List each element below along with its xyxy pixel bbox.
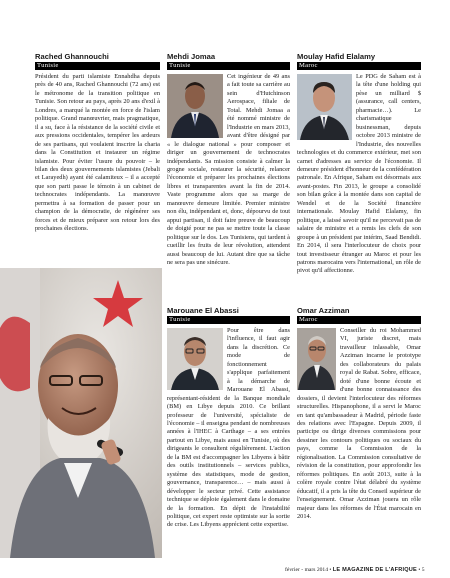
article-elalamy [297,52,421,276]
issue-date: février - mars 2014 • [285,567,332,573]
article-text: Président du parti islamiste Ennahdha depuis près de 40 ans, Rached Ghannouchi (72 ans) est le métronome de la transition politique en Tunisie. Son retour au pays, après 20 ans d'exil à Londres, a marqué la montée en force de l'islam politique. Grand manœuvrier, mais pragmatique, il a su, face à la résistance de la société civile et aux pressions occidentales, tempérer les ardeurs de ses partisans, qui voulaient inscrire la charia dans la Constitution et instaurer un régime islamiste. Pour éviter l'usure du pouvoir – le bilan des deux gouvernements islamistes (Jebali et Larayedh) ayant été calamiteux – il a accepté que son parti passe le témoin à un cabinet de technocrates indépendants. La manœuvre permettra à sa formation de passer pour un champion de la démocratie, de régénérer ses forces et de mieux préparer son retour lors des prochaines élections. [35,73,160,233]
page-number: • 5 [418,567,425,573]
person-name: Moulay Hafid Elalamy [297,52,376,61]
article-ghannouchi [35,52,160,234]
azziman-photo [297,328,336,390]
person-name: Marouane El Abassi [167,306,239,315]
country-label: Tunisie [35,62,160,70]
ghannouchi-photo [0,268,162,558]
person-name: Omar Azziman [297,306,350,315]
country-label: Tunisie [167,62,290,70]
article-text: Le PDG de Saham est à la tête d'une holding qui pèse un milliard $ (assurance, call centers, pharmacie…). Le charismatique businessman, depuis octobre 2013 ministre de l'Industrie, des nouvelles technologies et du commerce extérieur, met son carnet d'adresses au service de l'économie. Il demeure président d'honneur de la confédération patronale. En Afrique, Saham est désormais aux avant-postes. Fin 2013, le groupe a consolidé son bilan grâce à la montée dans son capital de Wendel et de la Société financière internationale. Moulay Hafid Elalamy, fin politique, a laissé savoir qu'il ne percevait pas de salaire de ministre et a remis les clefs de son groupe à un président par intérim, Saad Bendidi. En 2014, il sera l'interlocuteur de choix pour tout investisseur étranger au Maroc et pour les patrons marocains vers l'international, un rôle de pivot qu'il affectionne. [297,73,421,275]
article-elabassi [167,306,290,530]
person-name: Rached Ghannouchi [35,52,109,61]
article-text: Pour être dans l'influence, il faut agir dans la discrétion. Ce mode de fonctionnement s'applique parfaitement à la démarche de Marouane El Abassi, représentant-résident de la Banque mondiale (BM) en Libye depuis 2010. Ce brillant professeur de l'université, spécialiste de l'économie – il enseigna pendant de nombreuses années à l'IHEC à Carthage – a ses entrées partout en Libye, mais aussi en Tunisie, où des dirigeants le consultent régulièrement. L'action de la BM est d'accompagner les Libyens à bâtir des outils institutionnels – services publics, système des statistiques, mode de gestion, gouvernance, transparence… – mais aussi à développer le secteur privé. Cette assistance technique se déploie également dans le domaine de la formation. En dépit de l'instabilité politique, cet expert reste optimiste sur la sortie de crise. Les Libyens apprécient cette expertise. [167,327,290,529]
article-jomaa [167,52,290,267]
country-label: Maroc [297,316,421,324]
article-text: Conseiller du roi Mohammed VI, juriste discret, mais travailleur inlassable, Omar Azziman incarne le prototype des collaborateurs du palais royal de Rabat. Sobre, efficace, doté d'une bonne écoute et d'une bonne connaissance des dossiers, il devient l'interlocuteur des réformes structurelles. Hispanophone, il a servi le Maroc en tant qu'ambassadeur à Madrid, période faste des relations avec l'Espagne. Depuis 2009, il participe ou dirige diverses commissions pour dessiner les contours politiques ou sociaux du pays, comme la Commission de la régionalisation. La Commission consultative de révision de la constitution, pour approfondir les réformes politiques. En août 2013, suite à la colère royale contre l'état délabré du système éducatif, il a pris la tête du Conseil supérieur de l'enseignement. Omar Azziman jouera un rôle majeur dans les réformes de l'État marocain en 2014. [297,327,421,520]
elabassi-photo [167,328,223,390]
person-name: Mehdi Jomaa [167,52,216,61]
country-label: Tunisie [167,316,290,324]
page-footer [285,567,425,573]
elalamy-photo [297,74,352,140]
magazine-name: LE MAGAZINE DE L'AFRIQUE [332,567,417,573]
article-azziman [297,306,421,521]
country-label: Maroc [297,62,421,70]
jomaa-photo [167,74,223,138]
article-text: Cet ingénieur de 49 ans a fait toute sa carrière au sein d'Hutchinson Aerospace, filiale de Total. Mehdi Jomaa a été nommé ministre de l'Industrie en mars 2013, avant d'être désigné par « le dialogue national » pour composer et diriger un gouvernement de technocrates indépendants. Sa mission consiste à calmer la grogne sociale, restaurer la sécurité, relancer l'économie et préparer les prochaines élections libres et transparentes avant la fin de 2014. Vaste programme alors que sa marge de manœuvre demeure limitée. Premier ministre non élu, indépendant et, donc, dépourvu de tout appui partisan, il doit faire preuve de beaucoup de doigté pour ne pas se mettre toute la classe politique sur le dos. Les Tunisiens, qui tardent à cueillir les fruits de leur révolution, attendent aussi beaucoup de lui. Autant dire que sa tâche ne sera pas une sinécure. [167,73,290,266]
